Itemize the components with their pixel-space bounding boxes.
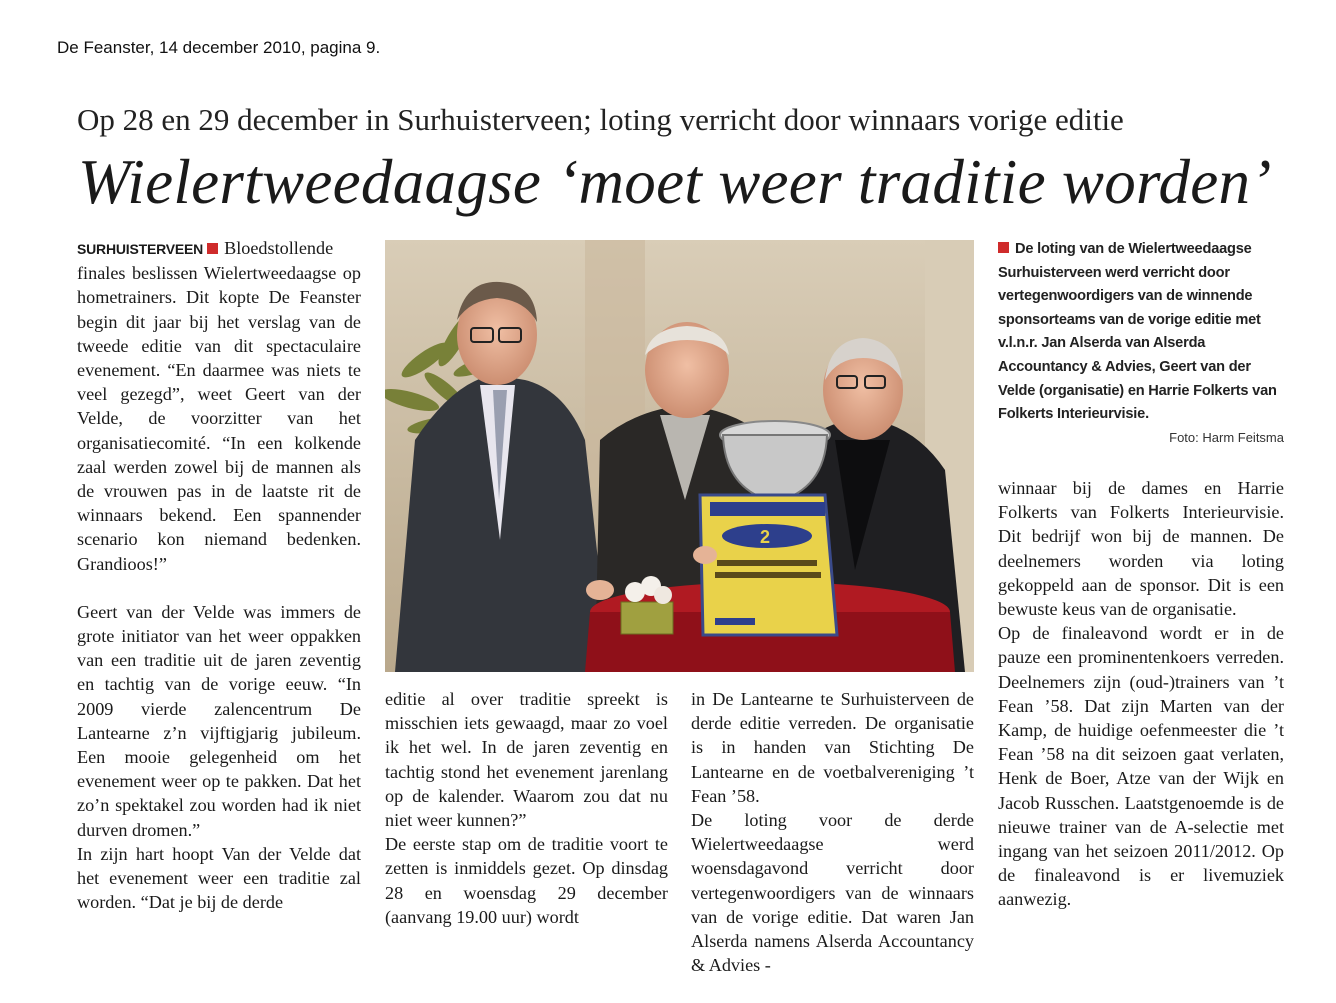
paragraph: in De Lantearne te Surhuisterveen de derde editie verreden. De organisatie is in handen van Stichting De Lantearne en de voetbalvereniging ’t Fean ’58. — [691, 689, 974, 806]
kicker: Op 28 en 29 december in Surhuisterveen; loting verricht door winnaars vorige editie — [77, 102, 1124, 137]
article-column-2 — [385, 687, 668, 929]
red-square-icon — [998, 242, 1009, 253]
lead-text: Bloedstollende finales beslissen Wielertweedaagse op hometrainers. Dit kopte De Feanster begin dit jaar bij het verslag van de tweede editie van dit spectaculaire evenement. “En daarmee was niets te veel gezegd”, weet Geert van der Velde, de voorzitter van het organisatiecomité. “In een kolkende zaal werden zowel bij de mannen als de vrouwen pas in de laatste rit de winnaars bekend. Een spannender scenario kon niemand bedenken. Grandioos!” — [77, 238, 361, 574]
paragraph: editie al over traditie spreekt is misschien iets gewaagd, maar zo voel ik het wel. In de jaren zeventig en tachtig stond het evenement jarenlang op de kalender. Waarom zou dat nu niet weer kunnen?” — [385, 689, 668, 831]
paragraph: De loting voor de derde Wielertweedaagse werd woensdagavond verricht door vertegenwoordigers van de winnaars van de vorige editie. Dat waren Jan Alserda namens Alserda Accountancy & Advies - — [691, 810, 974, 976]
paragraph: winnaar bij de dames en Harrie Folkerts van Folkerts Interieurvisie. Dit bedrijf won bij de mannen. De deelnemers worden via loting gekoppeld aan de sponsor. Dit is een bewuste keus van de organisatie. — [998, 478, 1284, 620]
article-photo — [385, 240, 974, 672]
paragraph: Geert van der Velde was immers de grote initiator van het weer oppakken van een traditie uit de jaren zeventig en tachtig van de vorige eeuw. “In 2009 vierde zalencentrum De Lantearne z’n vijftigjarig jubileum. Een mooie gelegenheid om het evenement weer op te pakken. Dat het zo’n spektakel zou worden had ik niet durven dromen.” — [77, 601, 361, 840]
source-line: De Feanster, 14 december 2010, pagina 9. — [57, 38, 381, 57]
caption-text: De loting van de Wielertweedaagse Surhuisterveen werd verricht door vertegenwoordigers van de winnende sponsorteams van de vorige editie met v.l.n.r. Jan Alserda van Alserda Accountancy & Advies, Geert van der Velde (organisatie) en Harrie Folkerts van Folkerts Interieurvisie. — [998, 241, 1277, 423]
dateline: SURHUISTERVEEN — [77, 241, 204, 257]
article-column-3 — [691, 687, 974, 977]
headline: Wielertweedaagse ‘moet weer traditie worden’ — [78, 147, 1272, 217]
article-column-4 — [998, 476, 1284, 912]
paragraph: Op de finaleavond wordt er in de pauze een prominentenkoers verreden. Deelnemers zijn (oud-)trainers van ’t Fean ’58. Dat zijn Marten van der Kamp, de huidige oefenmeester die ’t Fean ’58 na dit seizoen gaat verlaten, Henk de Boer, Atze van der Wijk en Jacob Russchen. Laatstgenoemde is de nieuwe trainer van de A-selectie met ingang van het seizoen 2011/2012. Op de finaleavond is er livemuziek aanwezig. — [998, 623, 1284, 910]
paragraph: In zijn hart hoopt Van der Velde dat het evenement weer een traditie zal worden. “Dat je bij de derde — [77, 843, 361, 913]
red-square-icon — [207, 243, 218, 254]
photo-caption — [998, 238, 1284, 427]
article-column-1 — [77, 236, 361, 914]
lead-paragraph — [77, 236, 361, 576]
paragraph: De eerste stap om de traditie voort te zetten is inmiddels gezet. Op dinsdag 28 en woensdag 29 december (aanvang 19.00 uur) wordt — [385, 834, 668, 927]
svg-text:2: 2 — [760, 527, 771, 547]
photo-credit: Foto: Harm Feitsma — [1169, 430, 1284, 445]
